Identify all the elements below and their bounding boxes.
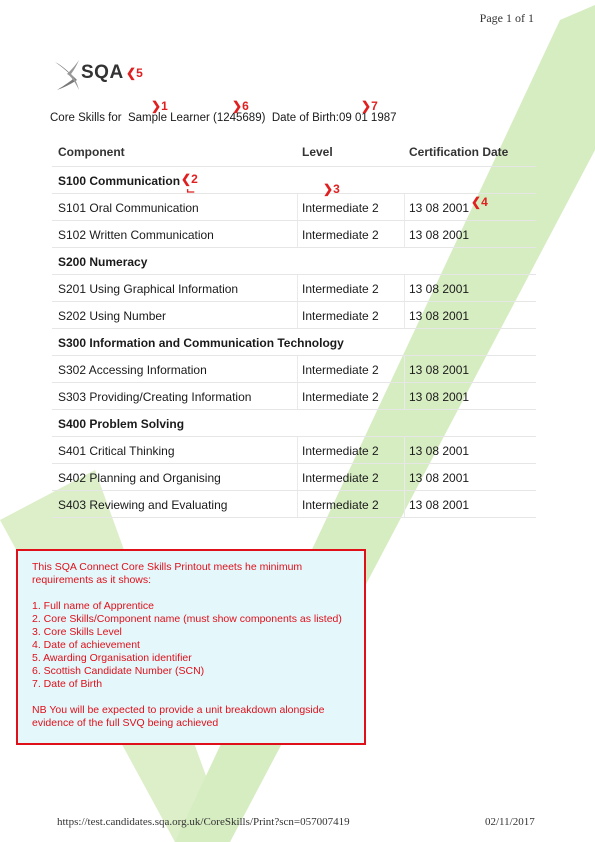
learner-scn: (1245689) [213, 112, 266, 124]
column-divider [404, 275, 405, 301]
group-title: S400 Problem Solving [58, 417, 185, 431]
level-cell: Intermediate 2 [302, 390, 379, 404]
certification-date-cell: 13 08 2001 [409, 282, 470, 296]
column-header-certification-date: Certification Date [409, 145, 509, 159]
requirement-item: 4. Date of achievement [32, 639, 140, 651]
column-divider [404, 491, 405, 517]
table-row [52, 437, 536, 464]
table-row [52, 383, 536, 410]
marker-1: ❯1 [151, 99, 168, 113]
requirement-item: 1. Full name of Apprentice [32, 600, 154, 612]
level-cell: Intermediate 2 [302, 309, 379, 323]
dob-value: 09 01 1987 [338, 112, 397, 124]
certification-date-cell: 13 08 2001 [409, 498, 470, 512]
note-footer: NB You will be expected to provide a unit breakdown alongside evidence of the full SVQ being achieved [32, 704, 325, 729]
arrow-left-icon: ❮ [181, 172, 192, 186]
marker-3: ❯3 [323, 182, 340, 196]
footer-date: 02/11/2017 [485, 816, 535, 828]
level-cell: Intermediate 2 [302, 282, 379, 296]
column-divider [297, 275, 298, 301]
table-row [52, 194, 536, 221]
component-cell: S202 Using Number [58, 309, 167, 323]
arrow-down-icon: ❯ [232, 99, 243, 113]
arrow-left-icon: ❮ [126, 66, 137, 80]
column-divider [297, 221, 298, 247]
certification-date-cell: 13 08 2001 [409, 444, 470, 458]
component-cell: S201 Using Graphical Information [58, 282, 239, 296]
level-cell: Intermediate 2 [302, 201, 379, 215]
column-divider [404, 194, 405, 220]
column-divider [297, 194, 298, 220]
core-skills-table [52, 138, 536, 518]
marker-5: ❮5 [126, 66, 143, 80]
requirements-list [32, 600, 364, 691]
column-divider [297, 491, 298, 517]
level-cell: Intermediate 2 [302, 498, 379, 512]
column-divider [297, 356, 298, 382]
arrow-down-icon: ❯ [361, 99, 372, 113]
column-divider [297, 464, 298, 490]
group-title: S100 Communication [58, 174, 181, 188]
group-title: S200 Numeracy [58, 255, 148, 269]
table-row [52, 302, 536, 329]
marker-6: ❯6 [232, 99, 249, 113]
group-title: S300 Information and Communication Technology [58, 336, 344, 350]
table-group-row [52, 329, 536, 356]
marker-2: ❮2 [181, 172, 198, 186]
component-cell: S303 Providing/Creating Information [58, 390, 252, 404]
certification-date-cell: 13 08 2001 [409, 309, 470, 323]
header-prefix: Core Skills for [50, 112, 122, 124]
table-row [52, 275, 536, 302]
learner-name: Sample Learner [127, 112, 210, 124]
level-cell: Intermediate 2 [302, 471, 379, 485]
requirement-item: 2. Core Skills/Component name (must show components as listed) [32, 613, 342, 625]
table-row [52, 491, 536, 518]
marker-7: ❯7 [361, 99, 378, 113]
requirement-item: 6. Scottish Candidate Number (SCN) [32, 665, 205, 677]
learner-header [50, 112, 397, 124]
column-divider [404, 356, 405, 382]
certification-date-cell: 13 08 2001 [409, 201, 470, 215]
column-divider [404, 221, 405, 247]
column-divider [297, 302, 298, 328]
requirement-item: 7. Date of Birth [32, 678, 103, 690]
table-group-row [52, 410, 536, 437]
arrow-left-icon: ❮ [471, 195, 482, 209]
column-divider [404, 464, 405, 490]
component-cell: S403 Reviewing and Evaluating [58, 498, 228, 512]
component-cell: S102 Written Communication [58, 228, 214, 242]
dob-label: Date of Birth: [271, 112, 339, 124]
footer-url: https://test.candidates.sqa.org.uk/CoreSkills/Print?scn=057007419 [57, 816, 350, 828]
column-header-level: Level [302, 145, 333, 159]
table-row [52, 464, 536, 491]
level-cell: Intermediate 2 [302, 444, 379, 458]
table-row [52, 221, 536, 248]
component-cell: S302 Accessing Information [58, 363, 207, 377]
component-cell: S402 Planning and Organising [58, 471, 221, 485]
arrow-down-icon: ❯ [323, 182, 334, 196]
certification-date-cell: 13 08 2001 [409, 228, 470, 242]
requirements-note-box [16, 549, 366, 745]
column-divider [297, 437, 298, 463]
page-number: Page 1 of 1 [479, 11, 534, 25]
logo-text: SQA [81, 62, 124, 83]
note-intro: This SQA Connect Core Skills Printout meets he minimum requirements as it shows: [32, 561, 303, 586]
table-row [52, 356, 536, 383]
column-divider [297, 383, 298, 409]
table-header-row [52, 138, 536, 167]
column-header-component: Component [58, 145, 125, 159]
table-group-row [52, 248, 536, 275]
certification-date-cell: 13 08 2001 [409, 471, 470, 485]
component-cell: S101 Oral Communication [58, 201, 199, 215]
component-cell: S401 Critical Thinking [58, 444, 175, 458]
requirement-item: 5. Awarding Organisation identifier [32, 652, 192, 664]
level-cell: Intermediate 2 [302, 363, 379, 377]
corner-arrow-icon: ⌙ [186, 185, 196, 197]
arrow-down-icon: ❯ [151, 99, 162, 113]
column-divider [404, 437, 405, 463]
certification-date-cell: 13 08 2001 [409, 390, 470, 404]
certification-date-cell: 13 08 2001 [409, 363, 470, 377]
column-divider [404, 383, 405, 409]
column-divider [404, 302, 405, 328]
requirement-item: 3. Core Skills Level [32, 626, 122, 638]
level-cell: Intermediate 2 [302, 228, 379, 242]
table-group-row [52, 167, 536, 194]
marker-4: ❮4 [471, 195, 488, 209]
